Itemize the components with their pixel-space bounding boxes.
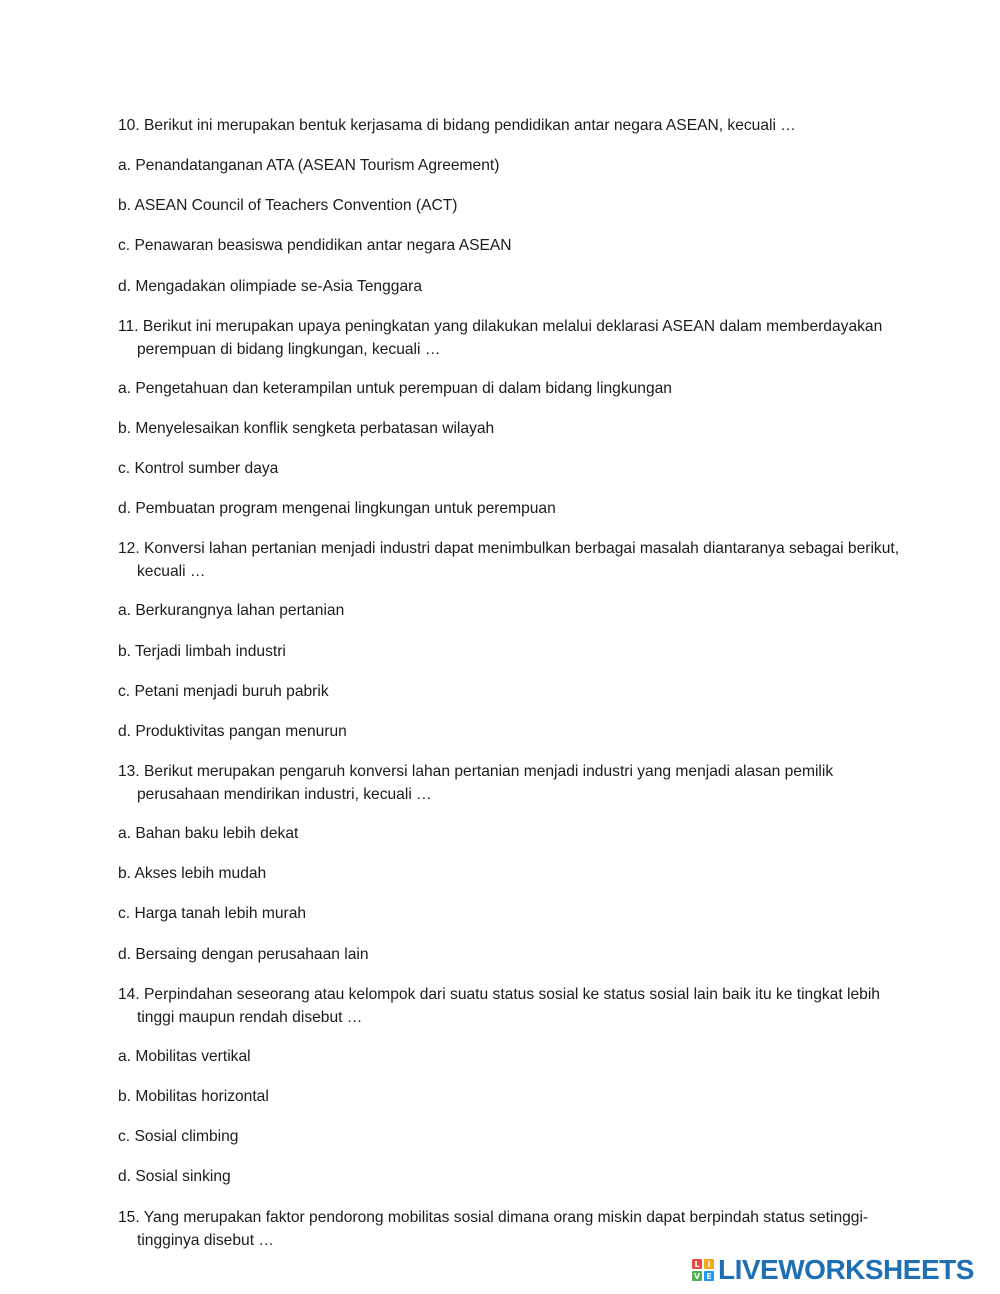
option-14b: b. Mobilitas horizontal — [118, 1088, 269, 1105]
question-text: Berikut ini merupakan bentuk kerjasama di bidang pendidikan antar negara ASEAN, kecuali … — [144, 117, 796, 134]
question-number: 15. — [118, 1209, 140, 1226]
question-number: 13. — [118, 763, 140, 780]
option-11b: b. Menyelesaikan konflik sengketa perbatasan wilayah — [118, 420, 495, 437]
option-13b: b. Akses lebih mudah — [118, 865, 267, 882]
option-13a: a. Bahan baku lebih dekat — [118, 825, 299, 842]
option-12d: d. Produktivitas pangan menurun — [118, 723, 347, 740]
option-13d: d. Bersaing dengan perusahaan lain — [118, 946, 369, 963]
option-12b: b. Terjadi limbah industri — [118, 643, 286, 660]
question-text: Yang merupakan faktor pendorong mobilitas sosial dimana orang miskin dapat berpindah status setinggi-tingginya disebut … — [137, 1209, 869, 1249]
logo-letter-v: V — [693, 1271, 701, 1281]
option-12c: c. Petani menjadi buruh pabrik — [118, 683, 329, 700]
question-text: Berikut ini merupakan upaya peningkatan yang dilakukan melalui deklarasi ASEAN dalam memberdayakan perempuan di bidang lingkungan, kecuali … — [137, 318, 883, 358]
option-11a: a. Pengetahuan dan keterampilan untuk perempuan di dalam bidang lingkungan — [118, 380, 672, 397]
option-10a: a. Penandatanganan ATA (ASEAN Tourism Agreement) — [118, 157, 500, 174]
logo-grid-icon — [692, 1259, 714, 1281]
option-10b: b. ASEAN Council of Teachers Convention (ACT) — [118, 197, 458, 214]
question-number: 11. — [118, 318, 139, 335]
question-number: 14. — [118, 986, 140, 1003]
question-text: Perpindahan seseorang atau kelompok dari suatu status sosial ke status sosial lain baik itu ke tingkat lebih tinggi maupun rendah disebut … — [137, 986, 880, 1026]
logo-letter-i: I — [704, 1259, 714, 1269]
question-number: 12. — [118, 540, 140, 557]
option-11c: c. Kontrol sumber daya — [118, 460, 279, 477]
logo-letter-e: E — [704, 1271, 714, 1281]
option-10d: d. Mengadakan olimpiade se-Asia Tenggara — [118, 278, 422, 295]
question-number: 10. — [118, 117, 140, 134]
option-11d: d. Pembuatan program mengenai lingkungan untuk perempuan — [118, 500, 556, 517]
option-14a: a. Mobilitas vertikal — [118, 1048, 251, 1065]
question-11 — [118, 315, 907, 361]
question-15 — [118, 1206, 907, 1252]
question-14 — [118, 983, 907, 1029]
liveworksheets-logo[interactable] — [692, 1254, 992, 1286]
question-text: Konversi lahan pertanian menjadi industri dapat menimbulkan berbagai masalah diantaranya sebagai berikut, kecuali … — [137, 540, 900, 580]
option-14c: c. Sosial climbing — [118, 1128, 239, 1145]
question-12 — [118, 537, 907, 583]
option-12a: a. Berkurangnya lahan pertanian — [118, 602, 345, 619]
question-13 — [118, 760, 907, 806]
option-10c: c. Penawaran beasiswa pendidikan antar negara ASEAN — [118, 237, 512, 254]
option-13c: c. Harga tanah lebih murah — [118, 905, 307, 922]
question-text: Berikut merupakan pengaruh konversi lahan pertanian menjadi industri yang menjadi alasan pemilik perusahaan mendirikan industri, kecuali … — [137, 763, 834, 803]
logo-letter-l: L — [692, 1259, 702, 1269]
question-10 — [118, 114, 907, 137]
option-14d: d. Sosial sinking — [118, 1168, 231, 1185]
brand-name: LIVEWORKSHEETS — [718, 1254, 974, 1285]
